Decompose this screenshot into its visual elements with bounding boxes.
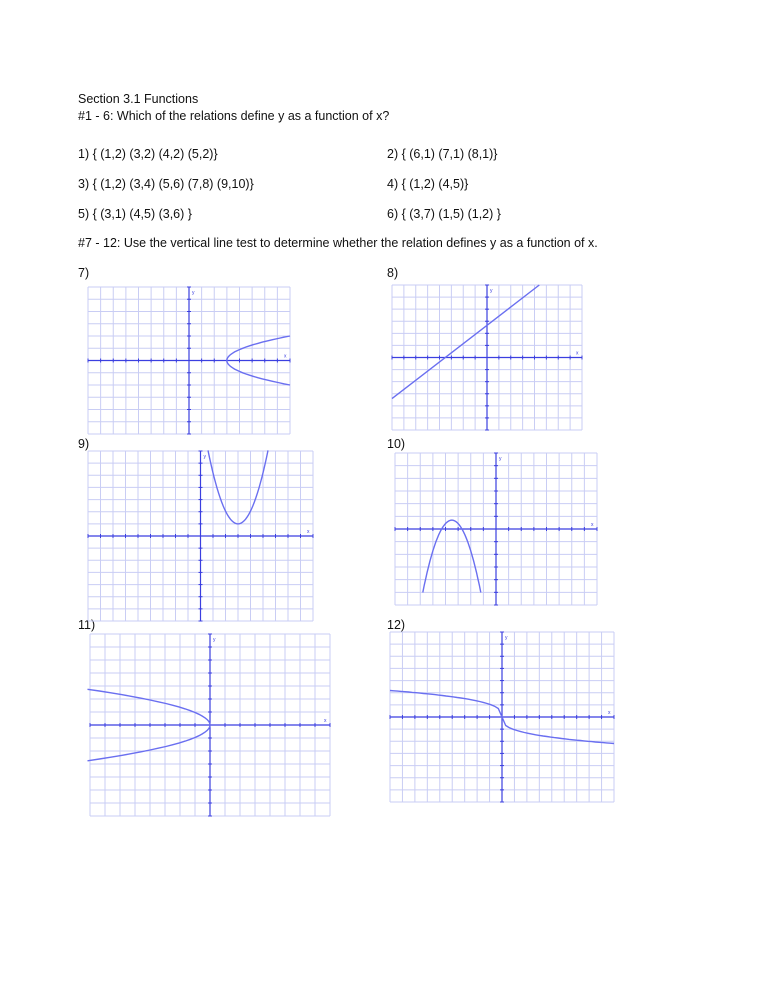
relation-item: 1) { (1,2) (3,2) (4,2) (5,2)} [78, 147, 218, 161]
graph-7 [88, 287, 290, 434]
graph-label: 12) [387, 618, 406, 632]
x-axis-label: x [608, 710, 611, 716]
graph-curve [423, 520, 481, 592]
graph-label: 11) [78, 618, 96, 632]
relation-item: 5) { (3,1) (4,5) (3,6) } [78, 207, 192, 221]
part1-instruction: #1 - 6: Which of the relations define y as a function of x? [78, 109, 390, 123]
x-axis-label: x [284, 353, 287, 360]
y-axis-label: y [213, 637, 216, 643]
graph-9-plot [88, 451, 313, 621]
relation-item: 2) { (6,1) (7,1) (8,1)} [387, 147, 498, 161]
y-axis-label: y [192, 290, 195, 296]
graph-label: 7) [78, 266, 90, 280]
y-axis-label: y [499, 456, 502, 462]
relation-item: 3) { (1,2) (3,4) (5,6) (7,8) (9,10)} [78, 177, 254, 191]
x-axis-label: x [591, 522, 594, 528]
section-title: Section 3.1 Functions [78, 92, 199, 106]
graph-7-plot [88, 287, 290, 434]
part2-instruction: #7 - 12: Use the vertical line test to determine whether the relation defines y as a function of x. [78, 236, 598, 250]
graph-12-plot [390, 632, 614, 802]
relation-item: 4) { (1,2) (4,5)} [387, 177, 469, 191]
y-axis-label: y [490, 288, 493, 294]
y-axis-label: y [505, 635, 508, 641]
relation-item: 6) { (3,7) (1,5) (1,2) } [387, 207, 501, 221]
graph-11-plot [90, 634, 330, 816]
graph-11 [90, 634, 330, 816]
graph-9 [88, 451, 313, 621]
graph-label: 9) [78, 437, 90, 451]
graph-8 [392, 285, 582, 430]
x-axis-label: x [307, 529, 310, 535]
graph-label: 8) [387, 266, 399, 280]
y-axis-label: y [203, 454, 206, 460]
graph-12 [390, 632, 614, 802]
graph-10 [395, 453, 597, 605]
graph-8-plot [392, 285, 582, 430]
x-axis-label: x [576, 350, 579, 357]
x-axis-label: x [324, 718, 327, 724]
graph-label: 10) [387, 437, 406, 451]
graph-10-plot [395, 453, 597, 605]
